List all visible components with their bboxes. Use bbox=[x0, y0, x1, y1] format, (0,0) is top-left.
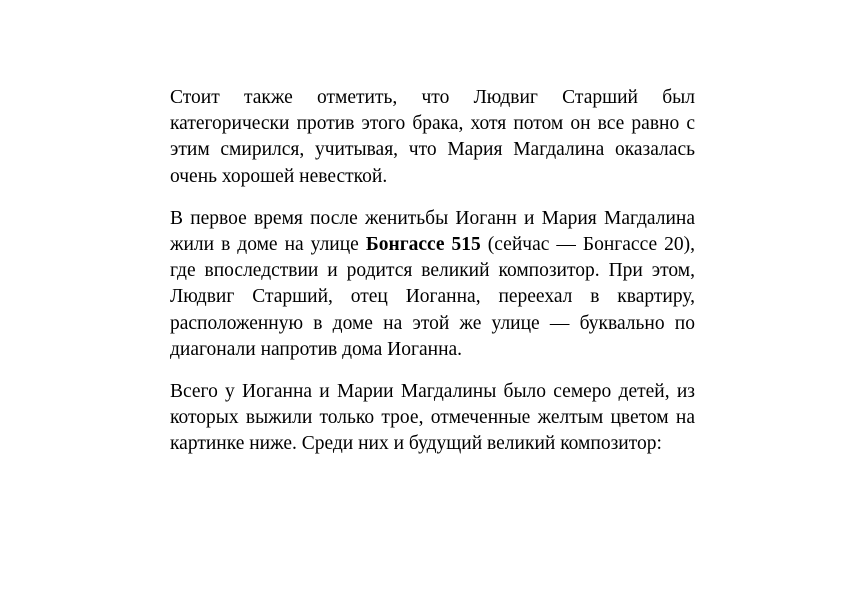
street-address-bold: Бонгассе 515 bbox=[365, 234, 481, 256]
paragraph-1: Стоит также отметить, что Людвиг Старший был категорически против этого брака, хотя потом он все равно с этим смирился, учитывая, что Мария Магдалина оказалась очень хорошей невесткой. bbox=[170, 87, 695, 187]
paragraph-2 bbox=[170, 206, 695, 363]
document-body bbox=[170, 85, 695, 474]
paragraph-2-text-end: (сейчас — Бонгассе 20), где впоследствии и родится великий композитор. При этом, Людвиг Старший, отец Иоганна, переехал в квартиру, расположенную в доме на этой же улице — буквально по диагонали напротив дома Иоганна. bbox=[170, 234, 696, 360]
paragraph-2-text-start: В первое время после женитьбы Иоганн и Мария Магдалина жили в доме на улице bbox=[170, 207, 695, 256]
paragraph-3: Всего у Иоганна и Марии Магдалины было семеро детей, из которых выжили только трое, отмеченные желтым цветом на картинке ниже. Среди них и будущий великий композитор: bbox=[170, 381, 695, 455]
